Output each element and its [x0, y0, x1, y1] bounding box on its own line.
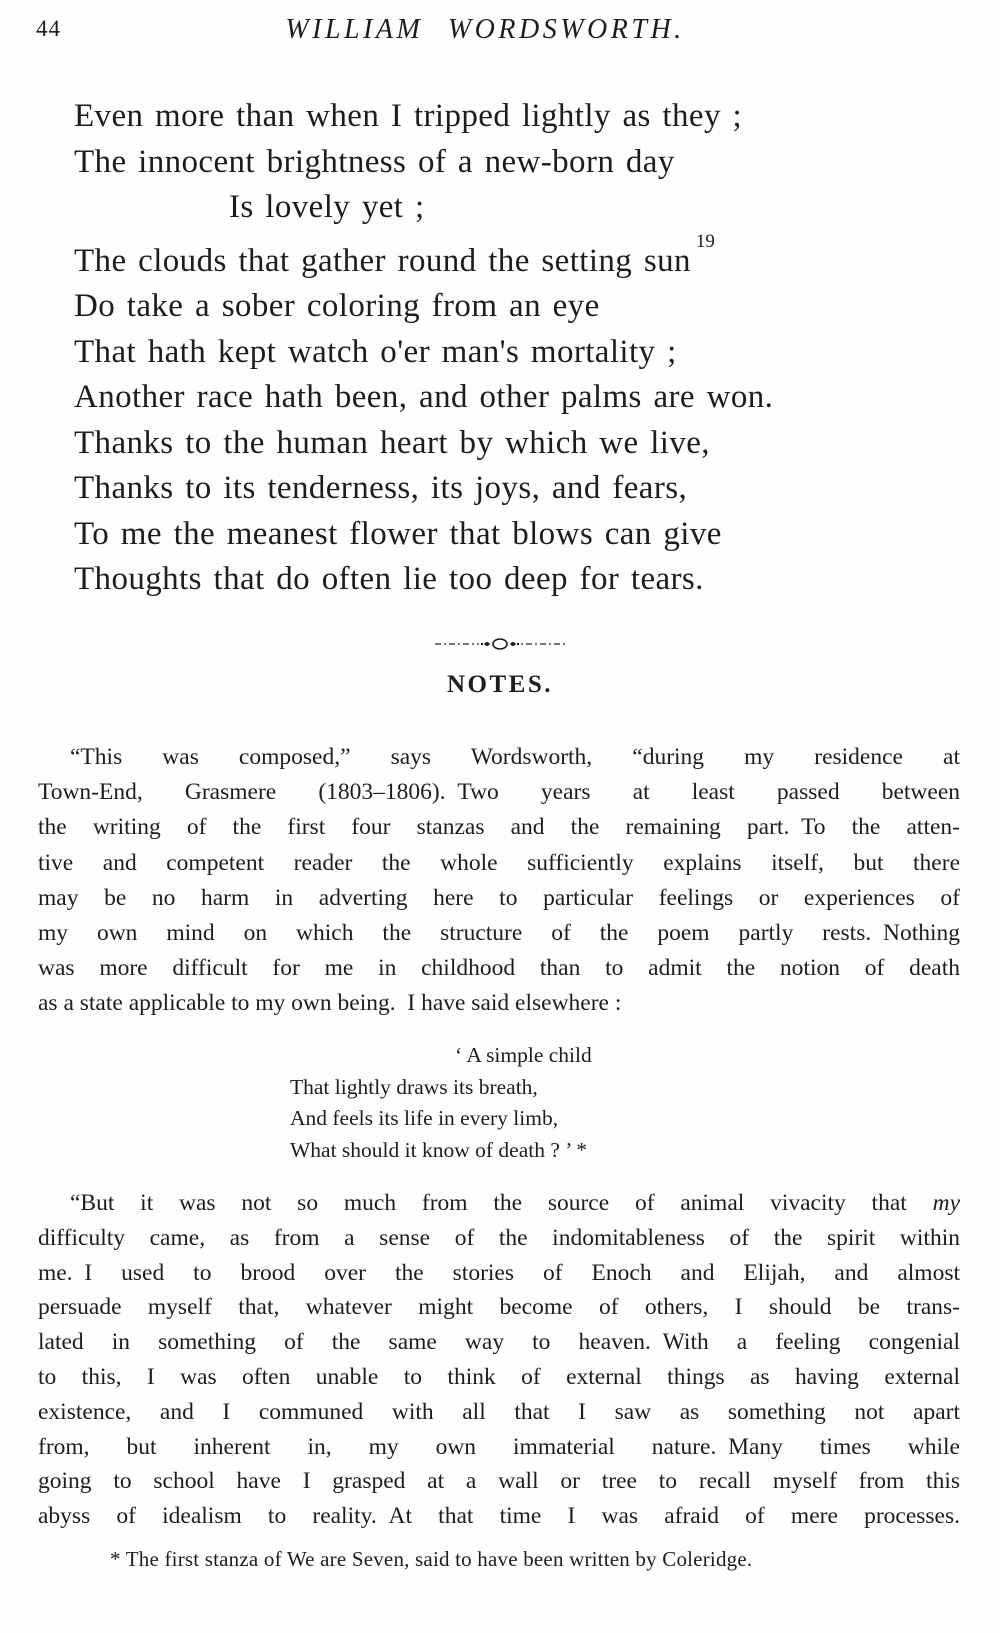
poem-line-text: Another race hath been, and other palms are won. [74, 379, 774, 415]
notes-paragraph-2 [38, 1186, 960, 1534]
poem-line [74, 557, 980, 603]
poem-line-text: Thoughts that do often lie too deep for tears. [74, 561, 704, 597]
note-line: me. I used to brood over the stories of Enoch and Elijah, and almost [38, 1259, 960, 1286]
footnote-reference-19: 19 [695, 230, 715, 252]
italic-word: my [932, 1190, 960, 1216]
note-line [38, 1186, 960, 1221]
divider-ornament-icon [435, 636, 565, 652]
poem-line [74, 512, 980, 558]
poem-line [74, 421, 980, 467]
quote-line: ‘ A simple child [455, 1043, 592, 1067]
note-line-text: “But it was not so much from the source of animal vivacity that [70, 1190, 933, 1216]
poem-line-text: Even more than when I tripped lightly as they ; [74, 98, 743, 134]
poem-line [74, 185, 980, 231]
poem-line-text: Thanks to the human heart by which we live, [74, 424, 710, 461]
note-line: lated in something of the same way to heaven. With a feeling congenial [38, 1329, 960, 1356]
quote-line: And feels its life in every limb, [290, 1106, 559, 1130]
poem-line-text: Do take a sober coloring from an eye [74, 288, 600, 324]
poem-line [74, 140, 980, 186]
poem-stanza [74, 94, 980, 603]
notes-paragraph-1 [38, 740, 960, 1022]
note-line: may be no harm in adverting here to particular feelings or experiences of [38, 884, 960, 911]
section-divider-ornament [0, 636, 1000, 657]
quote-line: That lightly draws its breath, [290, 1074, 538, 1099]
note-line: going to school have I grasped at a wall or tree to recall myself from this [38, 1468, 960, 1495]
note-line: persuade myself that, whatever might become of others, I should be trans- [38, 1294, 960, 1321]
poem-line-text: To me the meanest flower that blows can give [74, 515, 722, 552]
note-line: as a state applicable to my own being. I have said elsewhere : [38, 990, 622, 1017]
note-line: to this, I was often unable to think of external things as having external [38, 1363, 960, 1390]
poem-line [74, 284, 980, 330]
poem-line-text: Thanks to its tenderness, its joys, and fears, [74, 470, 688, 506]
poem-line [74, 330, 980, 376]
note-line: my own mind on which the structure of the poem partly rests. Nothing [38, 920, 960, 947]
poem-line-text: That hath kept watch o'er man's mortality ; [74, 333, 677, 370]
poem-line [74, 375, 980, 421]
notes-heading: NOTES. [446, 671, 553, 698]
poem-line [74, 231, 980, 285]
poem-line-text: Is lovely yet ; [229, 189, 425, 225]
note-line: difficulty came, as from a sense of the indomitableness of the spirit within [38, 1224, 960, 1251]
note-line: abyss of idealism to reality. At that time I was afraid of mere processes. [38, 1503, 960, 1530]
note-line: from, but inherent in, my own immaterial nature. Many times while [38, 1433, 960, 1460]
note-line: was more difficult for me in childhood than to admit the notion of death [38, 955, 960, 982]
footnote: * The first stanza of We are Seven, said to have been written by Coleridge. [110, 1547, 753, 1571]
poem-line-text: The innocent brightness of a new-born day [74, 143, 675, 180]
poem-line [74, 466, 980, 512]
poem-line [74, 94, 980, 140]
note-line: Town-End, Grasmere (1803–1806). Two years at least passed between [38, 779, 960, 806]
note-line: tive and competent reader the whole sufficiently explains itself, but there [38, 849, 960, 876]
poem-line-text: The clouds that gather round the setting sun [74, 242, 691, 279]
note-line: existence, and I communed with all that I saw as something not apart [38, 1398, 960, 1425]
running-head: WILLIAM WORDSWORTH. [285, 14, 685, 45]
note-line: “This was composed,” says Wordsworth, “during my residence at [70, 744, 960, 770]
page-number: 44 [36, 16, 61, 41]
quote-line: What should it know of death ? ’ * [290, 1137, 587, 1162]
note-line: the writing of the first four stanzas and the remaining part. To the atten- [38, 814, 960, 841]
verse-quote [290, 1040, 592, 1166]
